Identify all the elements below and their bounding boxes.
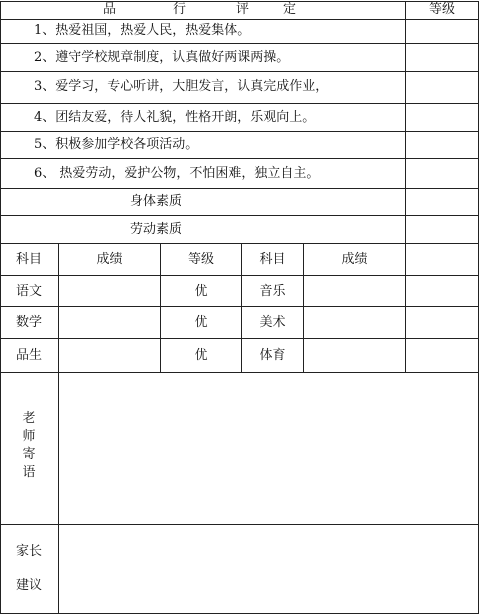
rule-grades-header (0, 275, 479, 276)
grades-row-1-grade-1: 优 (194, 284, 208, 299)
grades-header-subject-1: 科目 (15, 252, 42, 267)
conduct-item-3: 3、爱学习，专心听讲，大胆发言，认真完成作业， (34, 79, 329, 94)
grades-row-2-subject-1: 数学 (15, 315, 42, 330)
conduct-item-2: 2、遵守学校规章制度，认真做好两课两操。 (34, 50, 290, 65)
grades-row-3-subject-1: 品生 (15, 348, 42, 363)
rule-item-3 (0, 103, 479, 104)
grades-row-2-subject-2: 美术 (259, 315, 286, 330)
teacher-comment-area[interactable] (59, 373, 478, 524)
rule-bottom (0, 613, 479, 614)
header-title-char-2: 行 (173, 2, 187, 17)
border-left (0, 1, 1, 614)
header-title-char-4: 定 (283, 2, 297, 17)
rule-item-4 (0, 131, 479, 132)
grades-row-1-subject-1: 语文 (15, 284, 42, 299)
grades-header-subject-2: 科目 (259, 252, 286, 267)
rule-item-2 (0, 71, 479, 72)
conduct-item-5: 5、积极参加学校各项活动。 (34, 137, 199, 152)
grades-header-score-1: 成绩 (96, 252, 123, 267)
rule-item-6 (0, 188, 479, 189)
teacher-comment-label-char-3: 寄 (22, 447, 36, 462)
labor-quality-label: 劳动素质 (130, 222, 183, 237)
teacher-comment-label-char-2: 师 (22, 429, 36, 444)
rule-grades-row-2 (0, 338, 479, 339)
rule-below-header (0, 19, 479, 20)
parent-suggestion-label-line-2: 建议 (15, 578, 42, 593)
rule-grades-row-1 (0, 306, 479, 307)
teacher-comment-label-char-4: 语 (22, 465, 36, 480)
grade-column-header: 等级 (428, 2, 455, 17)
grades-row-1-subject-2: 音乐 (259, 284, 286, 299)
rule-labor (0, 243, 479, 244)
conduct-item-4: 4、团结友爱，待人礼貌，性格开朗，乐观向上。 (34, 110, 316, 125)
grade-column-divider (405, 1, 406, 372)
grades-row-3-grade-1: 优 (194, 348, 208, 363)
rule-item-1 (0, 43, 479, 44)
grades-header-grade: 等级 (187, 252, 214, 267)
grades-row-2-grade-1: 优 (194, 315, 208, 330)
parent-suggestion-area[interactable] (59, 525, 478, 613)
conduct-item-1: 1、热爱祖国，热爱人民，热爱集体。 (34, 23, 251, 38)
header-title-char-1: 品 (103, 2, 117, 17)
conduct-item-6: 6、 热爱劳动，爱护公物，不怕困难，独立自主。 (34, 166, 320, 181)
rule-item-5 (0, 158, 479, 159)
teacher-comment-label-char-1: 老 (22, 411, 36, 426)
header-title-char-3: 评 (236, 2, 250, 17)
grades-row-3-subject-2: 体育 (259, 348, 286, 363)
physical-quality-label: 身体素质 (130, 194, 183, 209)
grades-header-score-2: 成绩 (341, 252, 368, 267)
rule-physical (0, 215, 479, 216)
parent-suggestion-label-line-1: 家长 (15, 544, 42, 559)
